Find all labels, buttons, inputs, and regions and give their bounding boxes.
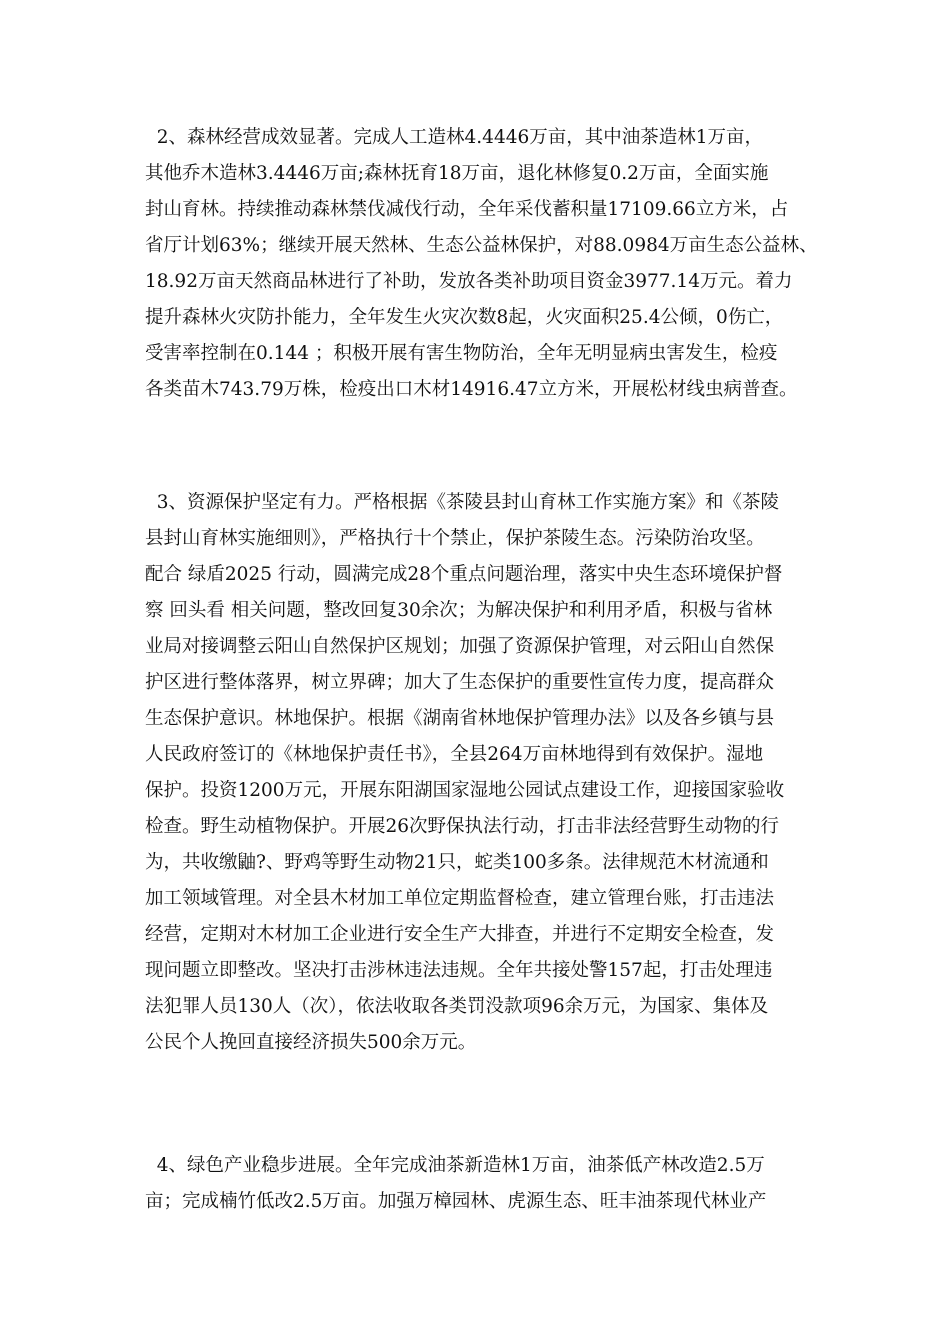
paragraph-4-line-2: 亩；完成楠竹低改2.5万亩。加强万樟园林、虎源生态、旺丰油茶现代林业产 <box>145 1191 767 1212</box>
paragraph-3-line-13: 经营，定期对木材加工企业进行安全生产大排查，并进行不定期安全检查，发 <box>145 924 775 945</box>
paragraph-2-line-8: 各类苗木743.79万株，检疫出口木材14916.47立方米，开展松材线虫病普查。 <box>145 379 798 400</box>
paragraph-2-line-5: 18.92万亩天然商品林进行了补助，发放各类补助项目资金3977.14万元。着力 <box>145 271 793 292</box>
paragraph-3-line-4: 察 回头看 相关问题，整改回复30余次；为解决保护和利用矛盾，积极与省林 <box>145 600 773 621</box>
paragraph-3-line-12: 加工领域管理。对全县木材加工单位定期监督检查，建立管理台账，打击违法 <box>145 888 775 909</box>
paragraph-3-line-16: 公民个人挽回直接经济损失500余万元。 <box>145 1032 477 1053</box>
paragraph-3-line-6: 护区进行整体落界，树立界碑；加大了生态保护的重要性宣传力度，提高群众 <box>145 672 775 693</box>
paragraph-3-line-14: 现问题立即整改。坚决打击涉林违法违规。全年共接处警157起，打击处理违 <box>145 960 773 981</box>
paragraph-2-line-2: 其他乔木造林3.4446万亩;森林抚育18万亩，退化林修复0.2万亩，全面实施 <box>145 163 769 184</box>
paragraph-3-line-9: 保护。投资1200万元，开展东阳湖国家湿地公园试点建设工作，迎接国家验收 <box>145 780 785 801</box>
paragraph-3-line-15: 法犯罪人员130人（次），依法收取各类罚没款项96余万元，为国家、集体及 <box>145 996 769 1017</box>
paragraph-2-line-7: 受害率控制在0.144 ；积极开展有害生物防治，全年无明显病虫害发生，检疫 <box>145 343 778 364</box>
paragraph-2-line-6: 提升森林火灾防扑能力，全年发生火灾次数8起，火灾面积25.4公倾，0伤亡， <box>145 307 784 328</box>
paragraph-3-line-8: 人民政府签订的《林地保护责任书》，全县264万亩林地得到有效保护。湿地 <box>145 744 764 765</box>
paragraph-3-line-2: 县封山育林实施细则》，严格执行十个禁止，保护茶陵生态。污染防治攻坚。 <box>145 528 765 549</box>
paragraph-2-line-4: 省厅计划63%；继续开展天然林、生态公益林保护，对88.0984万亩生态公益林、 <box>145 235 818 256</box>
paragraph-2-line-3: 封山育林。持续推动森林禁伐减伐行动，全年采伐蓄积量17109.66立方米，占 <box>145 199 789 220</box>
paragraph-3-line-7: 生态保护意识。林地保护。根据《湖南省林地保护管理办法》以及各乡镇与县 <box>145 708 775 729</box>
paragraph-3-line-3: 配合 绿盾2025 行动，圆满完成28个重点问题治理，落实中央生态环境保护督 <box>145 564 783 585</box>
paragraph-3-line-1: 3、资源保护坚定有力。严格根据《茶陵县封山育林工作实施方案》和《茶陵 <box>145 492 780 513</box>
paragraph-2-line-1: 2、森林经营成效显著。完成人工造林4.4446万亩，其中油茶造林1万亩， <box>145 127 764 148</box>
paragraph-3-line-10: 检查。野生动植物保护。开展26次野保执法行动，打击非法经营野生动物的行 <box>145 816 780 837</box>
paragraph-3-line-11: 为，共收缴鼬?、野鸡等野生动物21只，蛇类100多条。法律规范木材流通和 <box>145 852 769 873</box>
paragraph-4-line-1: 4、绿色产业稳步进展。全年完成油茶新造林1万亩，油茶低产林改造2.5万 <box>145 1155 765 1176</box>
paragraph-3-line-5: 业局对接调整云阳山自然保护区规划；加强了资源保护管理，对云阳山自然保 <box>145 636 775 657</box>
